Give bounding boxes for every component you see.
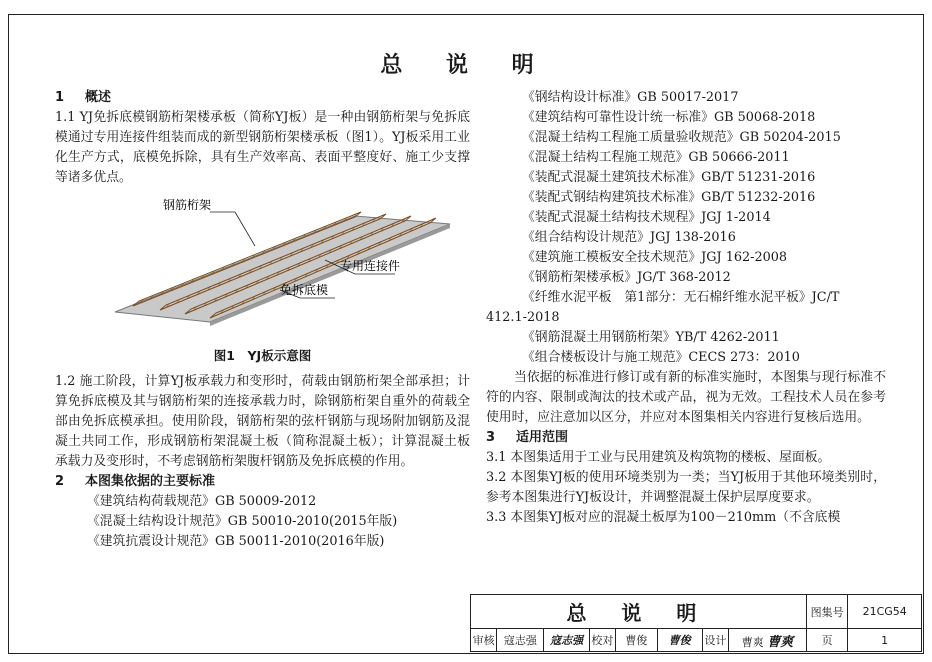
standard-item: 《建筑施工模板安全技术规范》JGJ 162-2008 xyxy=(522,250,788,265)
standard-item: 《建筑结构可靠性设计统一标准》GB 50068-2018 xyxy=(522,110,816,125)
title-block xyxy=(470,594,922,652)
paragraph-3-2: 3.2 本图集YJ板的使用环境类别为一类；当YJ板用于其他环境类别时，参考本图集进行YJ板设计，并调整混凝土保护层厚度要求。 xyxy=(486,470,886,505)
paragraph-1-2: 1.2 施工阶段，计算YJ板承载力和变形时，荷载由钢筋桁架全部承担；计算免拆底模及其与钢筋桁架的连接承载力时，除钢筋桁架自重外的荷载全部由免拆底模承担。使用阶段，钢筋桁架的弦杆钢筋与现场附加钢筋及混凝土共同工作，形成钢筋桁架混凝土板（简称混凝土板）；计算混凝土板承载力及变形时，不考虑钢筋桁架腹杆钢筋及免拆底模的作用。 xyxy=(55,374,470,469)
check-label: 校对 xyxy=(589,629,615,652)
paragraph-3-1: 3.1 本图集适用于工业与民用建筑及构筑物的楼板、屋面板。 xyxy=(486,450,831,465)
yj-slab-figure xyxy=(55,194,470,344)
yj-slab-illustration xyxy=(55,194,470,344)
standards-note: 当依据的标准进行修订或有新的标准实施时，本图集与现行标准不符的内容、限制或淘汰的技术或产品，视为无效。工程技术人员在参考使用时，应注意加以区分，并应对本图集相关内容进行复核后选用。 xyxy=(486,370,886,425)
design-name-signature: 曹爽 曹爽 xyxy=(729,629,807,652)
page-number: 1 xyxy=(848,629,922,652)
check-signature: 曹俊 xyxy=(657,629,702,652)
standard-item: 《装配式混凝土结构技术规程》JGJ 1-2014 xyxy=(522,210,771,225)
atlas-number: 21CG54 xyxy=(848,595,922,629)
atlas-number-label: 图集号 xyxy=(806,595,848,629)
standard-item-continuation: 412.1-2018 xyxy=(486,310,560,325)
standard-item: 《钢筋混凝土用钢筋桁架》YB/T 4262-2011 xyxy=(522,330,780,345)
left-column xyxy=(55,88,470,552)
standard-item: 《钢结构设计标准》GB 50017-2017 xyxy=(522,90,739,105)
paragraph-1-1: 1.1 YJ免拆底模钢筋桁架楼承板（简称YJ板）是一种由钢筋桁架与免拆底模通过专用连接件组装而成的新型钢筋桁架楼承板（图1）。YJ板采用工业化生产方式，底模免拆除，具有生产效率高、表面平整度好、施工少支撑等诸多优点。 xyxy=(55,110,470,185)
standard-item: 《组合楼板设计与施工规范》CECS 273：2010 xyxy=(522,350,800,365)
standard-item: 《混凝土结构设计规范》GB 50010-2010(2015年版) xyxy=(87,514,398,529)
paragraph-3-3: 3.3 本图集YJ板对应的混凝土板厚为100－210mm（不含底模 xyxy=(486,510,841,525)
page-title: 总 说 明 xyxy=(380,53,552,78)
standard-item: 《组合结构设计规范》JGJ 138-2016 xyxy=(522,230,736,245)
standard-item: 《建筑结构荷载规范》GB 50009-2012 xyxy=(87,494,317,509)
standard-item: 《纤维水泥平板 第1部分：无石棉纤维水泥平板》JC/T xyxy=(522,290,840,305)
standard-item: 《建筑抗震设计规范》GB 50011-2010(2016年版) xyxy=(87,534,385,549)
label-truss: 钢筋桁架 xyxy=(163,198,212,212)
section-heading-1: 1 概述 xyxy=(55,90,112,105)
design-label: 设计 xyxy=(702,629,728,652)
figure-caption: 图1 YJ板示意图 xyxy=(213,348,312,363)
review-name: 寇志强 xyxy=(497,629,544,652)
section-heading-2: 2 本图集依据的主要标准 xyxy=(55,474,216,489)
review-signature: 寇志强 xyxy=(544,629,589,652)
standard-item: 《钢筋桁架楼承板》JG/T 368-2012 xyxy=(522,270,731,285)
section-heading-3: 3 适用范围 xyxy=(486,430,569,445)
page-label: 页 xyxy=(806,629,848,652)
standard-item: 《混凝土结构工程施工质量验收规范》GB 50204-2015 xyxy=(522,130,841,145)
standard-item: 《装配式混凝土建筑技术标准》GB/T 51231-2016 xyxy=(522,170,816,185)
title-block-title: 总 说 明 xyxy=(471,595,807,629)
review-label: 审核 xyxy=(471,629,497,652)
label-connector: 专用连接件 xyxy=(340,259,401,273)
check-name: 曹俊 xyxy=(616,629,658,652)
right-column xyxy=(486,88,886,528)
standard-item: 《混凝土结构工程施工规范》GB 50666-2011 xyxy=(522,150,790,165)
label-bottom-form: 免拆底模 xyxy=(280,283,329,297)
standard-item: 《装配式钢结构建筑技术标准》GB/T 51232-2016 xyxy=(522,190,816,205)
